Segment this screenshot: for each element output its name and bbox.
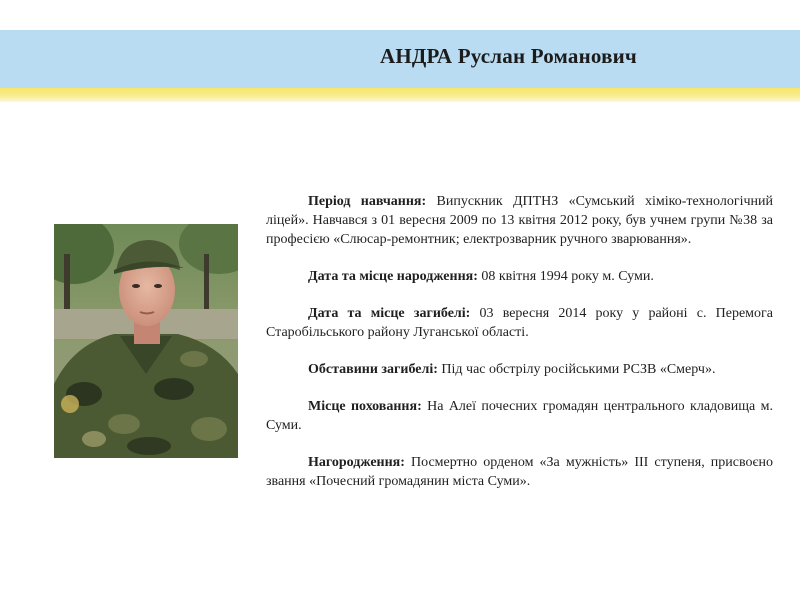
soldier-portrait-photo <box>54 224 238 458</box>
page-top-margin <box>0 0 800 30</box>
education-text: Випускник ДПТНЗ «Сумський хіміко-технологічний ліцей». Навчався з 01 вересня 2009 по 13 квітня 2012 року, був учнем групи №38 за професією «Слюсар-ремонтник; електрозварник ручного зварювання». <box>266 194 773 247</box>
awards-text: Посмертно орденом «За мужність» ІІІ ступеня, присвоєно звання «Почесний громадянин міста Суми». <box>266 455 773 489</box>
education-label: Період навчання: <box>308 194 427 209</box>
burial-text: На Алеї почесних громадян центрального кладовища м. Суми. <box>266 399 773 433</box>
death-label: Дата та місце загибелі: <box>308 306 471 321</box>
biography-text <box>266 192 773 509</box>
death-text: 03 вересня 2014 року у районі с. Перемога Старобільського району Луганської області. <box>266 306 773 340</box>
circumstances-text: Під час обстрілу російськими РСЗВ «Смерч». <box>437 362 716 377</box>
header-yellow-band <box>0 88 800 102</box>
birth-paragraph <box>266 267 773 286</box>
awards-paragraph <box>266 453 773 491</box>
awards-label: Нагородження: <box>308 455 405 470</box>
page-title: АНДРА Руслан Романович <box>380 44 637 68</box>
education-paragraph <box>266 192 773 249</box>
circumstances-paragraph <box>266 360 773 379</box>
burial-paragraph <box>266 397 773 435</box>
birth-label: Дата та місце народження: <box>308 269 478 284</box>
birth-text: 08 квітня 1994 року м. Суми. <box>477 269 654 284</box>
burial-label: Місце поховання: <box>308 399 422 414</box>
circumstances-label: Обставини загибелі: <box>308 362 438 377</box>
death-paragraph <box>266 304 773 342</box>
